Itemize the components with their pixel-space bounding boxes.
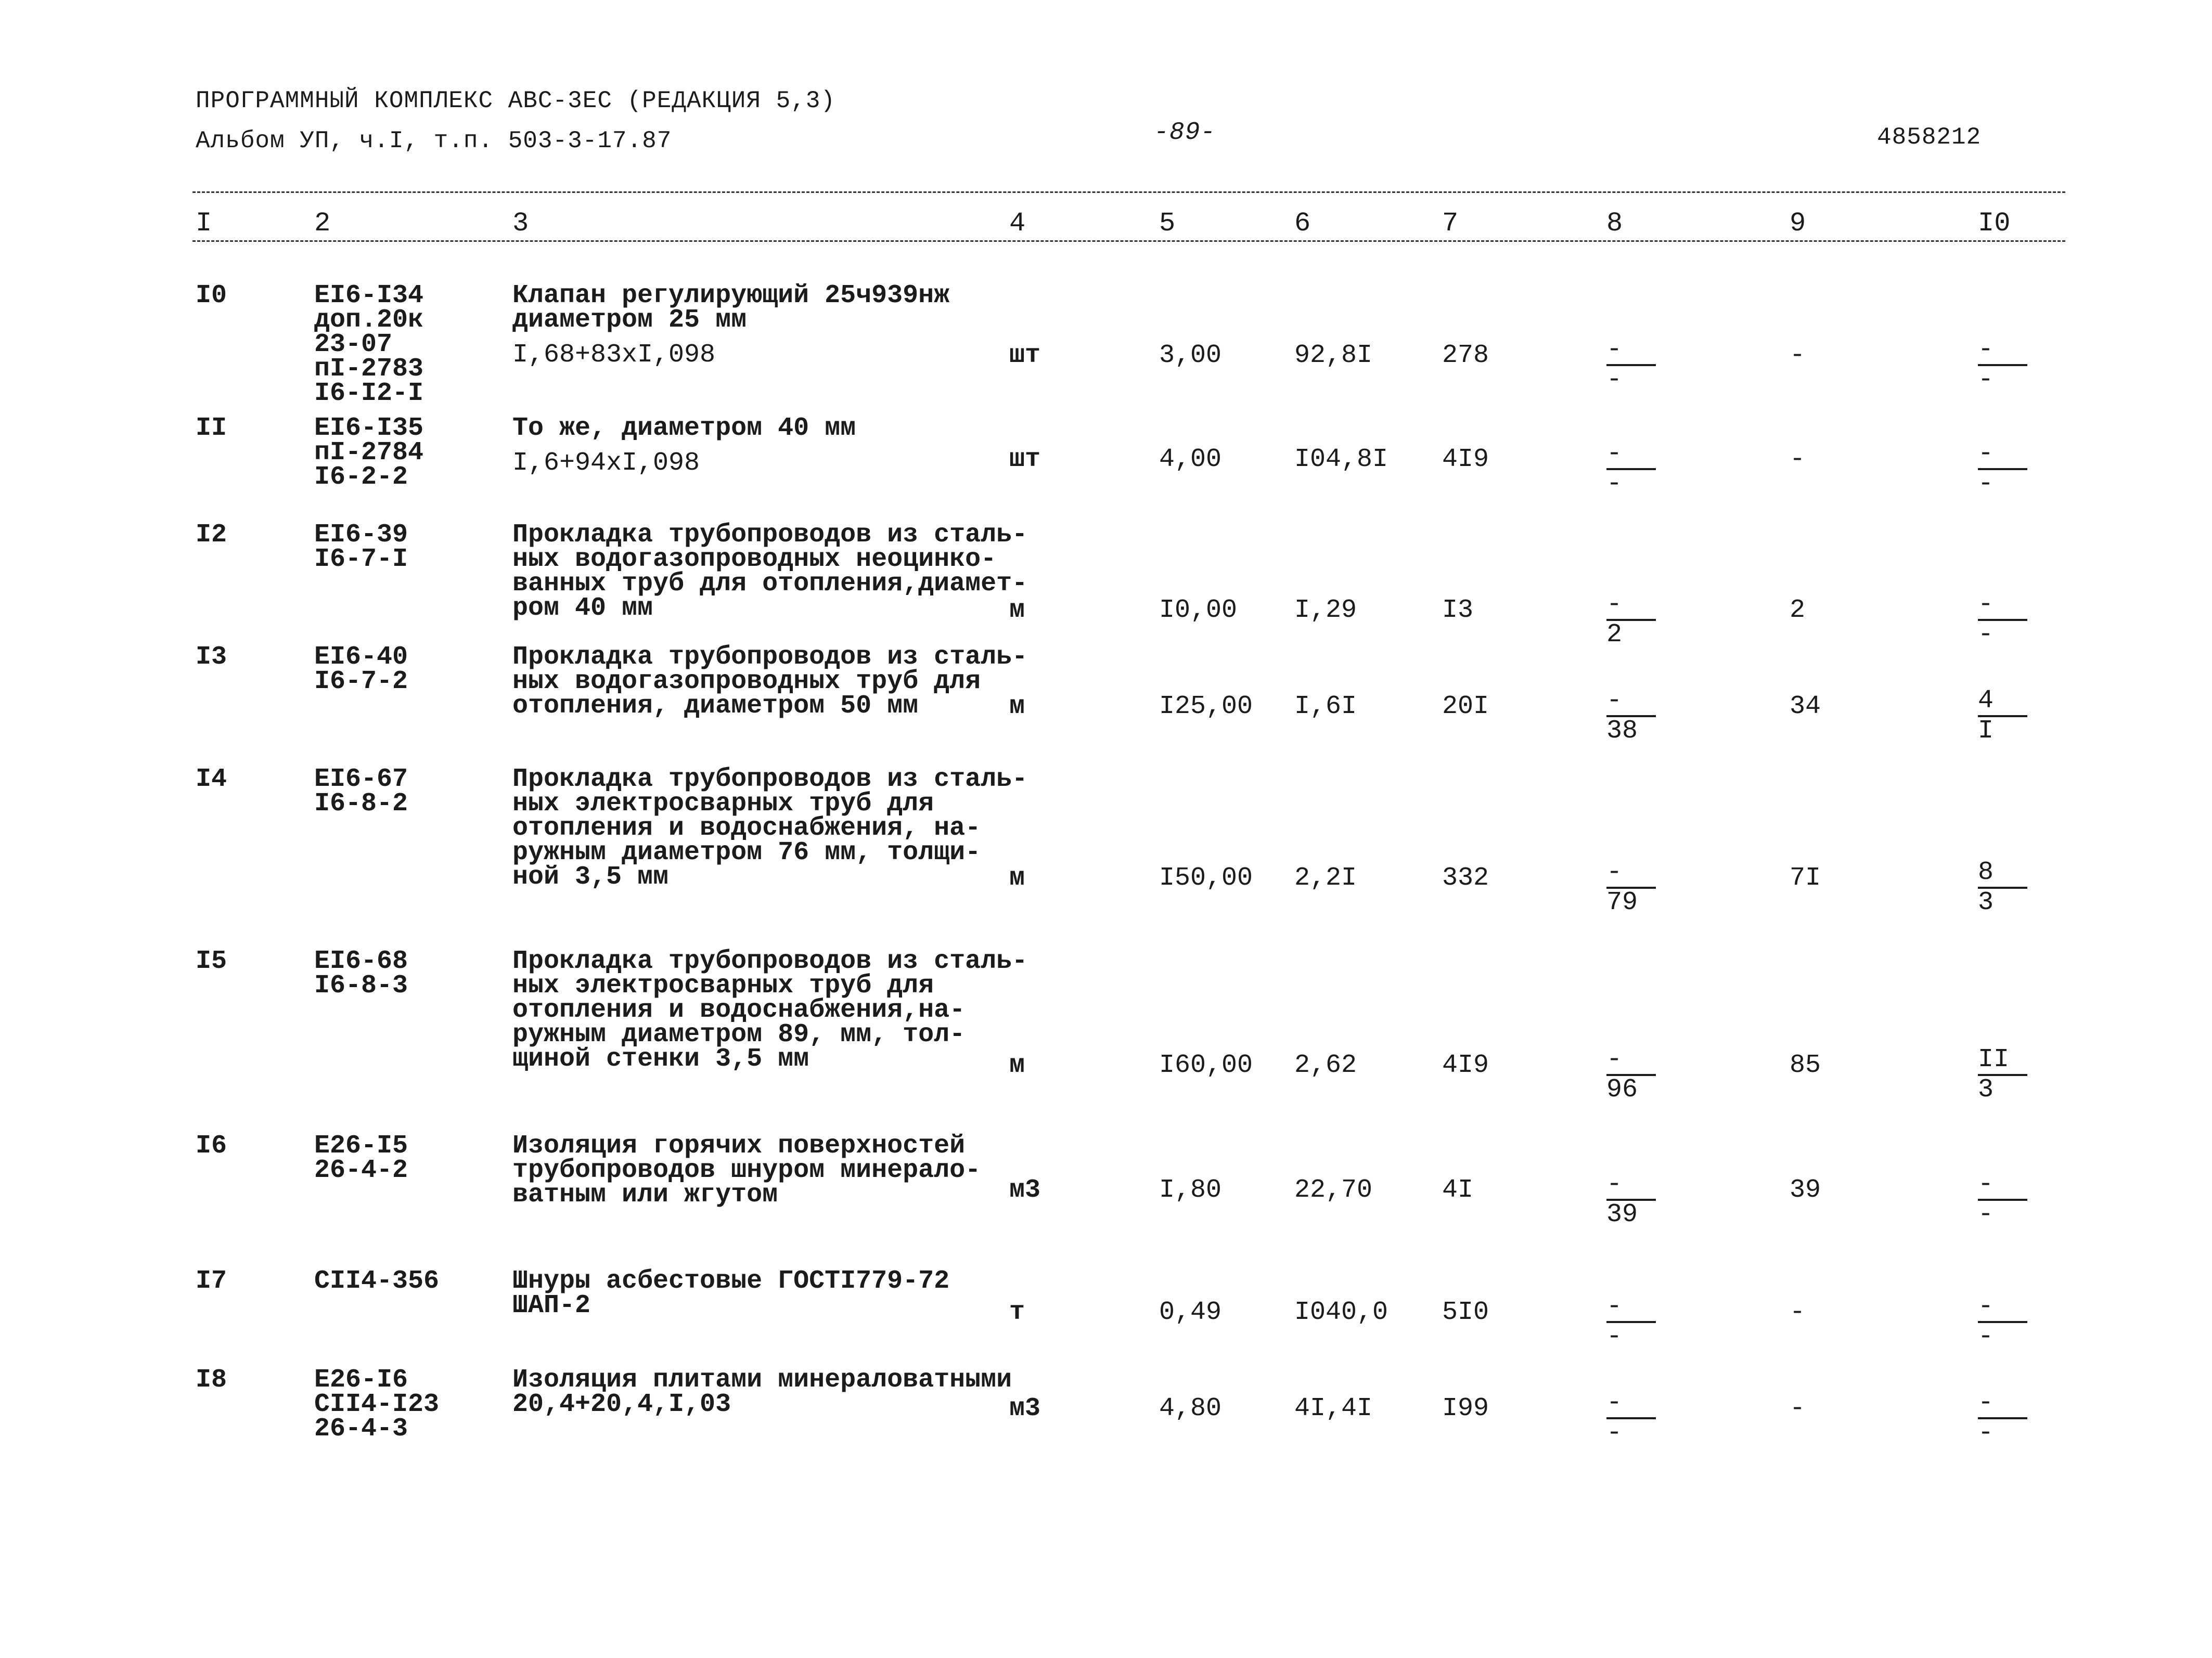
quantity-formula: I,68+83xI,098 <box>512 340 716 370</box>
quantity-value: I,80 <box>1159 1175 1222 1205</box>
document-number: 4858212 <box>1877 124 1982 151</box>
column-header-2: 2 <box>314 208 331 239</box>
unit-of-measure: м <box>1009 692 1025 721</box>
column10-fraction-top: - <box>1978 1170 1994 1199</box>
column9-value: 85 <box>1790 1051 1821 1080</box>
unit-price-value: 22,70 <box>1294 1175 1373 1205</box>
column10-fraction-top: - <box>1978 1292 1994 1322</box>
unit-of-measure: шт <box>1009 341 1041 370</box>
column8-fraction <box>1606 858 1664 917</box>
column8-fraction-bottom: - <box>1606 1418 1623 1448</box>
column8-fraction-top: - <box>1606 439 1623 469</box>
work-description: Изоляция плитами минераловатными 20,4+20,4,I,03 <box>512 1365 1012 1419</box>
column-header-5: 5 <box>1159 208 1176 239</box>
column10-fraction-top: - <box>1978 335 1994 365</box>
column10-fraction-bottom: - <box>1978 469 1994 499</box>
column-header-3: 3 <box>512 208 529 239</box>
column8-fraction-bottom: 38 <box>1606 716 1638 746</box>
column8-fraction-bottom: - <box>1606 1322 1623 1352</box>
quantity-formula: I,6+94xI,098 <box>512 448 700 478</box>
column-header-10: I0 <box>1978 208 2011 239</box>
unit-price-value: 2,2I <box>1294 863 1357 893</box>
column10-fraction-bottom: - <box>1978 620 1994 650</box>
unit-price-value: I,29 <box>1294 595 1357 625</box>
column8-fraction <box>1606 686 1664 746</box>
column10-fraction-top: 4 <box>1978 686 1994 716</box>
column8-fraction-bottom: 39 <box>1606 1200 1638 1229</box>
column10-fraction <box>1978 1388 2035 1448</box>
quantity-value: 4,80 <box>1159 1394 1222 1423</box>
column10-fraction-top: - <box>1978 1388 1994 1418</box>
column8-fraction <box>1606 1170 1664 1229</box>
rate-code: CII4-356 <box>314 1266 440 1296</box>
column-header-8: 8 <box>1606 208 1623 239</box>
column8-fraction-bottom: 96 <box>1606 1075 1638 1105</box>
column8-fraction-top: - <box>1606 1170 1623 1199</box>
column10-fraction-bottom: I <box>1978 716 1994 746</box>
work-description: То же, диаметром 40 мм <box>512 413 856 443</box>
column9-value: 34 <box>1790 692 1821 721</box>
column8-fraction-top: - <box>1606 1045 1623 1074</box>
unit-of-measure: м <box>1009 595 1025 625</box>
unit-of-measure: м <box>1009 1051 1025 1080</box>
column10-fraction-bottom: - <box>1978 365 1994 395</box>
total-cost-value: 20I <box>1442 692 1489 721</box>
unit-price-value: 92,8I <box>1294 341 1373 370</box>
work-description: Прокладка трубопроводов из сталь- ных электросварных труб для отопления и водоснабжения,на- ружным диаметром 89, мм, тол- щиной стенки 3,5 мм <box>512 947 1028 1074</box>
total-cost-value: 5I0 <box>1442 1298 1489 1327</box>
column10-fraction-bottom: 3 <box>1978 888 1994 917</box>
quantity-value: I0,00 <box>1159 595 1238 625</box>
column10-fraction <box>1978 590 2035 650</box>
row-number: I2 <box>196 520 227 550</box>
column9-value: - <box>1790 341 1806 370</box>
column-header-6: 6 <box>1294 208 1311 239</box>
unit-price-value: I040,0 <box>1294 1298 1388 1327</box>
column10-fraction <box>1978 1292 2035 1352</box>
rate-code: EI6-I35 пI-2784 I6-2-2 <box>314 413 424 492</box>
row-number: I3 <box>196 642 227 672</box>
work-description: Шнуры асбестовые ГОСТI779-72 ШАП-2 <box>512 1266 950 1320</box>
column-header-9: 9 <box>1790 208 1806 239</box>
column9-value: 39 <box>1790 1175 1821 1205</box>
column8-fraction <box>1606 1292 1664 1352</box>
column8-fraction <box>1606 335 1664 395</box>
column10-fraction-bottom: 3 <box>1978 1075 1994 1105</box>
column10-fraction <box>1978 335 2035 395</box>
column-header-7: 7 <box>1442 208 1459 239</box>
column10-fraction-top: - <box>1978 590 1994 619</box>
quantity-value: 3,00 <box>1159 341 1222 370</box>
header-program-title: ПРОГРАММНЫЙ КОМПЛЕКС АВС-3ЕС (РЕДАКЦИЯ 5,3) <box>196 87 835 114</box>
column9-value: 2 <box>1790 595 1806 625</box>
column8-fraction-top: - <box>1606 858 1623 887</box>
unit-of-measure: м <box>1009 863 1025 893</box>
column10-fraction-bottom: - <box>1978 1322 1994 1352</box>
column9-value: - <box>1790 1394 1806 1423</box>
column10-fraction-top: 8 <box>1978 858 1994 887</box>
row-number: I4 <box>196 765 227 794</box>
rate-code: E26-I5 26-4-2 <box>314 1131 408 1185</box>
column9-value: - <box>1790 1298 1806 1327</box>
column8-fraction-bottom: - <box>1606 365 1623 395</box>
quantity-value: 4,00 <box>1159 445 1222 474</box>
rate-code: E26-I6 CII4-I23 26-4-3 <box>314 1365 440 1444</box>
column10-fraction <box>1978 1045 2035 1105</box>
total-cost-value: 4I9 <box>1442 1051 1489 1080</box>
column10-fraction-top: - <box>1978 439 1994 469</box>
unit-of-measure: т <box>1009 1298 1025 1327</box>
unit-of-measure: шт <box>1009 445 1041 474</box>
unit-price-value: 2,62 <box>1294 1051 1357 1080</box>
column8-fraction <box>1606 1045 1664 1105</box>
column10-fraction <box>1978 439 2035 499</box>
column8-fraction-bottom: 79 <box>1606 888 1638 917</box>
column8-fraction-top: - <box>1606 590 1623 619</box>
work-description: Клапан регулирующий 25ч939нж диаметром 25 мм <box>512 281 950 335</box>
column8-fraction-top: - <box>1606 1388 1623 1418</box>
quantity-value: 0,49 <box>1159 1298 1222 1327</box>
work-description: Прокладка трубопроводов из сталь- ных водогазопроводных труб для отопления, диаметром 50 мм <box>512 642 1028 721</box>
page-number: -89- <box>1154 119 1216 147</box>
column8-fraction-top: - <box>1606 1292 1623 1322</box>
row-number: I7 <box>196 1266 227 1296</box>
header-divider <box>192 240 2065 242</box>
row-number: I0 <box>196 281 227 310</box>
total-cost-value: 332 <box>1442 863 1489 893</box>
column10-fraction <box>1978 686 2035 746</box>
column9-value: 7I <box>1790 863 1821 893</box>
column10-fraction-bottom: - <box>1978 1200 1994 1229</box>
column8-fraction-bottom: 2 <box>1606 620 1623 650</box>
column8-fraction <box>1606 439 1664 499</box>
total-cost-value: I3 <box>1442 595 1474 625</box>
total-cost-value: I99 <box>1442 1394 1489 1423</box>
row-number: I5 <box>196 947 227 976</box>
unit-price-value: 4I,4I <box>1294 1394 1373 1423</box>
total-cost-value: 278 <box>1442 341 1489 370</box>
column10-fraction-bottom: - <box>1978 1418 1994 1448</box>
rate-code: EI6-39 I6-7-I <box>314 520 408 574</box>
quantity-value: I25,00 <box>1159 692 1253 721</box>
row-number: II <box>196 413 227 443</box>
unit-price-value: I,6I <box>1294 692 1357 721</box>
column10-fraction <box>1978 858 2035 917</box>
row-number: I8 <box>196 1365 227 1395</box>
work-description: Прокладка трубопроводов из сталь- ных электросварных труб для отопления и водоснабжения, на- ружным диаметром 76 мм, толщи- ной 3,5 мм <box>512 765 1028 892</box>
total-cost-value: 4I <box>1442 1175 1474 1205</box>
header-album: Альбом УП, ч.I, т.п. 503-3-17.87 <box>196 127 672 154</box>
column-header-1: I <box>196 208 212 239</box>
rate-code: EI6-67 I6-8-2 <box>314 765 408 819</box>
quantity-value: I60,00 <box>1159 1051 1253 1080</box>
unit-of-measure: м3 <box>1009 1175 1041 1205</box>
column8-fraction-top: - <box>1606 335 1623 365</box>
rate-code: EI6-I34 доп.20к 23-07 пI-2783 I6-I2-I <box>314 281 424 408</box>
column8-fraction <box>1606 590 1664 650</box>
rate-code: EI6-68 I6-8-3 <box>314 947 408 1001</box>
quantity-value: I50,00 <box>1159 863 1253 893</box>
column9-value: - <box>1790 445 1806 474</box>
column8-fraction-bottom: - <box>1606 469 1623 499</box>
column8-fraction-top: - <box>1606 686 1623 716</box>
row-number: I6 <box>196 1131 227 1161</box>
column-header-4: 4 <box>1009 208 1026 239</box>
work-description: Прокладка трубопроводов из сталь- ных водогазопроводных неоцинко- ванных труб для отопления,диамет- ром 40 мм <box>512 520 1028 623</box>
rate-code: EI6-40 I6-7-2 <box>314 642 408 696</box>
column10-fraction-top: II <box>1978 1045 2010 1074</box>
top-divider <box>192 191 2065 193</box>
work-description: Изоляция горячих поверхностей трубопроводов шнуром минерало- ватным или жгутом <box>512 1131 981 1210</box>
column8-fraction <box>1606 1388 1664 1448</box>
total-cost-value: 4I9 <box>1442 445 1489 474</box>
column10-fraction <box>1978 1170 2035 1229</box>
unit-of-measure: м3 <box>1009 1394 1041 1423</box>
unit-price-value: I04,8I <box>1294 445 1388 474</box>
